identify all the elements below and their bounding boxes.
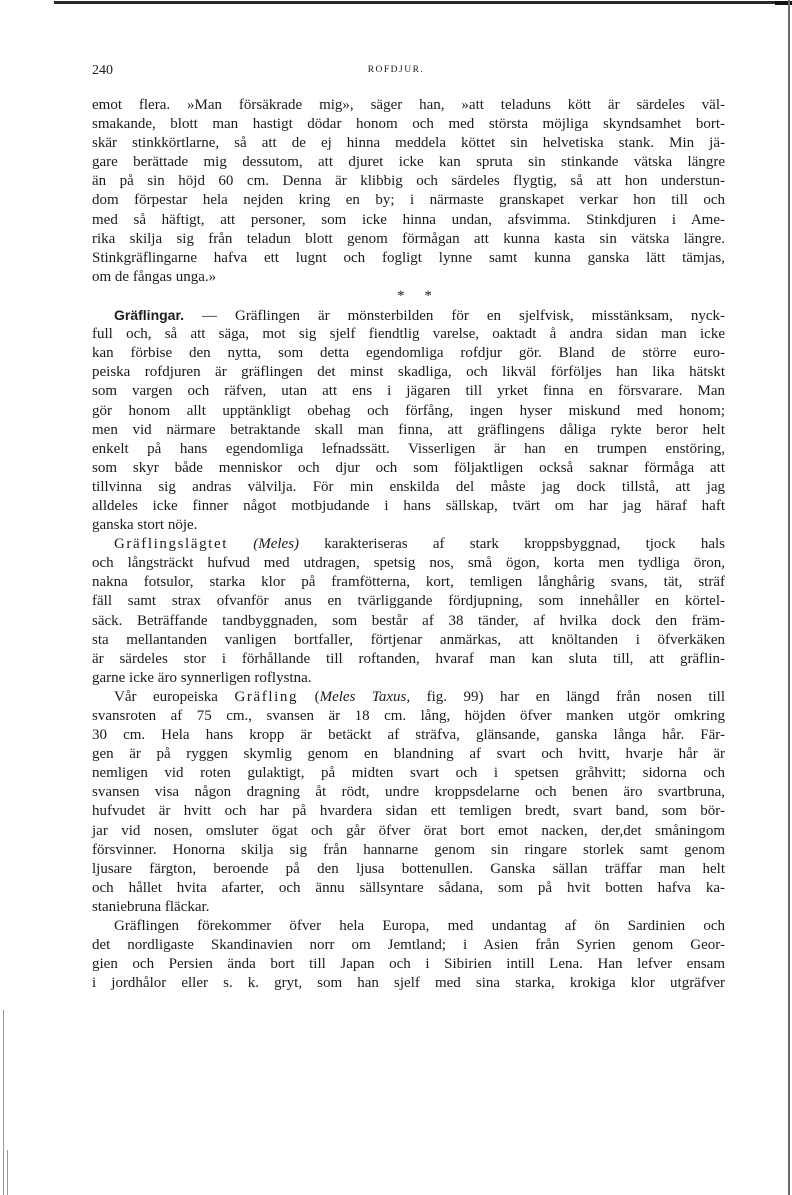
text-line: nakna fotsulor, starka klor på framfötterna, kort, temligen långhårig svans, tät, sträf xyxy=(92,574,725,591)
text-line: fäll samt strax ofvanför anus en tvärliggande fördjupning, som innehåller en körtel- xyxy=(92,593,725,610)
text-line: svansen visa någon dragning åt rödt, undre kroppsdelarne och benen äro svartbruna, xyxy=(92,784,725,801)
text-line: säck. Beträffande tandbyggnaden, som består af 38 tänder, af hvilka dock den främ- xyxy=(92,612,725,629)
text-line: försvinner. Honorna skilja sig från hannarne genom sin ringare storlek samt genom xyxy=(92,841,725,858)
text-line: som skyr både menniskor och djur och som följaktligen också saknar förmåga att xyxy=(92,459,725,476)
latin-name: Meles Taxus, xyxy=(319,688,411,705)
text-line: tillvinna sig andras välvilja. För min enskilda del måste jag dock tillstå, att jag xyxy=(92,478,725,495)
text-line: svansroten af 75 cm., svansen är 18 cm. lång, höjden öfver manken utgör omkring xyxy=(92,708,725,724)
text-line: som vargen och räfven, utan att ens i jägaren till yrket finna en försvarare. Man xyxy=(92,383,725,400)
text-line: emot flera. »Man försäkrade mig», säger han, »att teladuns kött är särdeles väl- xyxy=(92,97,725,113)
text-span: Vår europeiska xyxy=(114,688,235,705)
running-head: ROFDJUR. xyxy=(367,65,425,75)
text-line xyxy=(92,306,725,325)
text-line: dom förpestar hela nejden kring en by; i närmaste granskapet verkar hon till och xyxy=(92,192,725,209)
species-name: Gräfling xyxy=(234,688,299,705)
text-line: 30 cm. Hela hans kropp är betäckt af sträfva, glänsande, ganska långa hår. Fär- xyxy=(92,727,725,744)
section-separator: * * xyxy=(397,287,440,304)
text-line: alldeles icke finner något motbjudande i hans sällskap, tvärt om har jag häraf haft xyxy=(92,497,725,514)
text-line: Gräflingen förekommer öfver hela Europa, med undantag af ön Sardinien och xyxy=(114,918,725,935)
text-line: ljusare färgton, beroende på den ljusa bottenullen. Ganska sällan träffar man helt xyxy=(92,860,725,877)
text-span: — Gräflingen är mönsterbilden för en sjelfvisk, misstänksam, nyck- xyxy=(184,308,725,325)
text-line: jar vid nosen, omsluter ögat och går öfver örat bort emot nacken, der,det småningom xyxy=(92,822,725,839)
left-page-edge-mark xyxy=(7,1150,8,1195)
text-span: fig. 99) har en längd från nosen till xyxy=(410,688,725,705)
text-span: ( xyxy=(298,688,320,705)
left-page-edge-mark xyxy=(3,1010,4,1195)
text-line: i jordhålor eller s. k. gryt, som han sjelf med sina starka, krokiga klor utgräfver xyxy=(92,975,725,992)
section-heading: Gräflingar. xyxy=(114,307,185,324)
text-line: kan förbise den nytta, som detta egendomliga rofdjur gör. Bland de större euro- xyxy=(92,345,725,362)
genus-name: Gräflingslägtet xyxy=(114,536,228,553)
text-line: gör honom allt upptänkligt obehag och förfång, ingen hyser miskund med honom; xyxy=(92,402,725,419)
text-line: full och, så att säga, mot sig sjelf fiendtlig varelse, oaktadt å andra sidan man icke xyxy=(92,326,725,343)
text-span: karakteriseras af stark kroppsbyggnad, tjock hals xyxy=(299,536,725,553)
text-line: rika skilja sig från teladun blott genom förmågan att kunna kasta sin vätska längre. xyxy=(92,230,725,247)
page-body xyxy=(92,96,725,993)
text-line: sta mellantanden vanligen bortfaller, förtjenar anmärkas, att knöltanden i öfverkäken xyxy=(92,631,725,648)
text-line: gen är på ryggen skymlig genom en blandning af svart och hvitt, hvarje hår är xyxy=(92,746,725,763)
text-line: staniebruna fläckar. xyxy=(92,898,210,915)
latin-name: (Meles) xyxy=(253,536,300,553)
right-page-edge xyxy=(788,0,790,1195)
top-border-rule xyxy=(54,1,792,4)
text-line: nemligen vid roten gulaktigt, på midten svart och i spetsen gråhvitt; sidorna och xyxy=(92,765,725,782)
page-number: 240 xyxy=(92,63,113,78)
text-line: enkelt på hans egendomliga lefnadssätt. Visserligen är han en trumpen enstöring, xyxy=(92,440,725,457)
text-line: är särdeles stor i förhållande till roftanden, hvaraf man kan sluta till, att gräflin- xyxy=(92,650,725,667)
text-line: gare berättade mig dessutom, att djuret icke kan spruta sin stinkande vätska längre xyxy=(92,154,725,171)
text-line: och hållet hvita afarter, och ännu sällsyntare sådana, som på hvit botten hafva ka- xyxy=(92,879,725,896)
text-line: om de fångas unga.» xyxy=(92,268,217,285)
text-line: peiska rofdjuren är gräflingen det minst skadliga, och likväl förföljes han lika hätskt xyxy=(92,364,725,381)
text-line xyxy=(92,535,725,554)
text-line: Stinkgräflingarne hafva ett lugnt och fogligt lynne samt kunna ganska lätt tämjas, xyxy=(92,249,725,266)
text-line: skär stinkkörtlarne, så att de ej hinna meddela köttet sin helvetiska stank. Min jä- xyxy=(92,135,725,152)
text-line: ganska stort nöje. xyxy=(92,517,198,534)
text-line: gien och Persien ända bort till Japan och i Sibirien intill Lena. Han lefver ensam xyxy=(92,956,725,973)
text-line: och långsträckt hufvud med utdragen, spetsig nos, små ögon, korta men tydliga öron, xyxy=(92,555,725,572)
text-line: garne icke äro synnerligen roflystna. xyxy=(92,669,312,686)
text-line: med så häftigt, att personer, som icke hinna undan, afsvimma. Stinkdjuren i Ame- xyxy=(92,211,725,228)
text-line: men vid närmare betraktande skall man finna, att gräflingens dåliga rykte beror helt xyxy=(92,421,725,438)
text-line: smakande, blott man hastigt dödar honom och med största möjliga skyndsamhet bort- xyxy=(92,116,725,133)
text-line: det nordligaste Skandinavien norr om Jemtland; i Asien från Syrien genom Geor- xyxy=(92,937,725,954)
text-line xyxy=(92,688,725,707)
text-line: hufvudet är hvitt och har på hvardera sidan ett temligen bredt, svart band, som bör- xyxy=(92,803,725,820)
text-line: än på sin höjd 60 cm. Denna är klibbig och särdeles flygtig, så att hon understun- xyxy=(92,173,725,190)
